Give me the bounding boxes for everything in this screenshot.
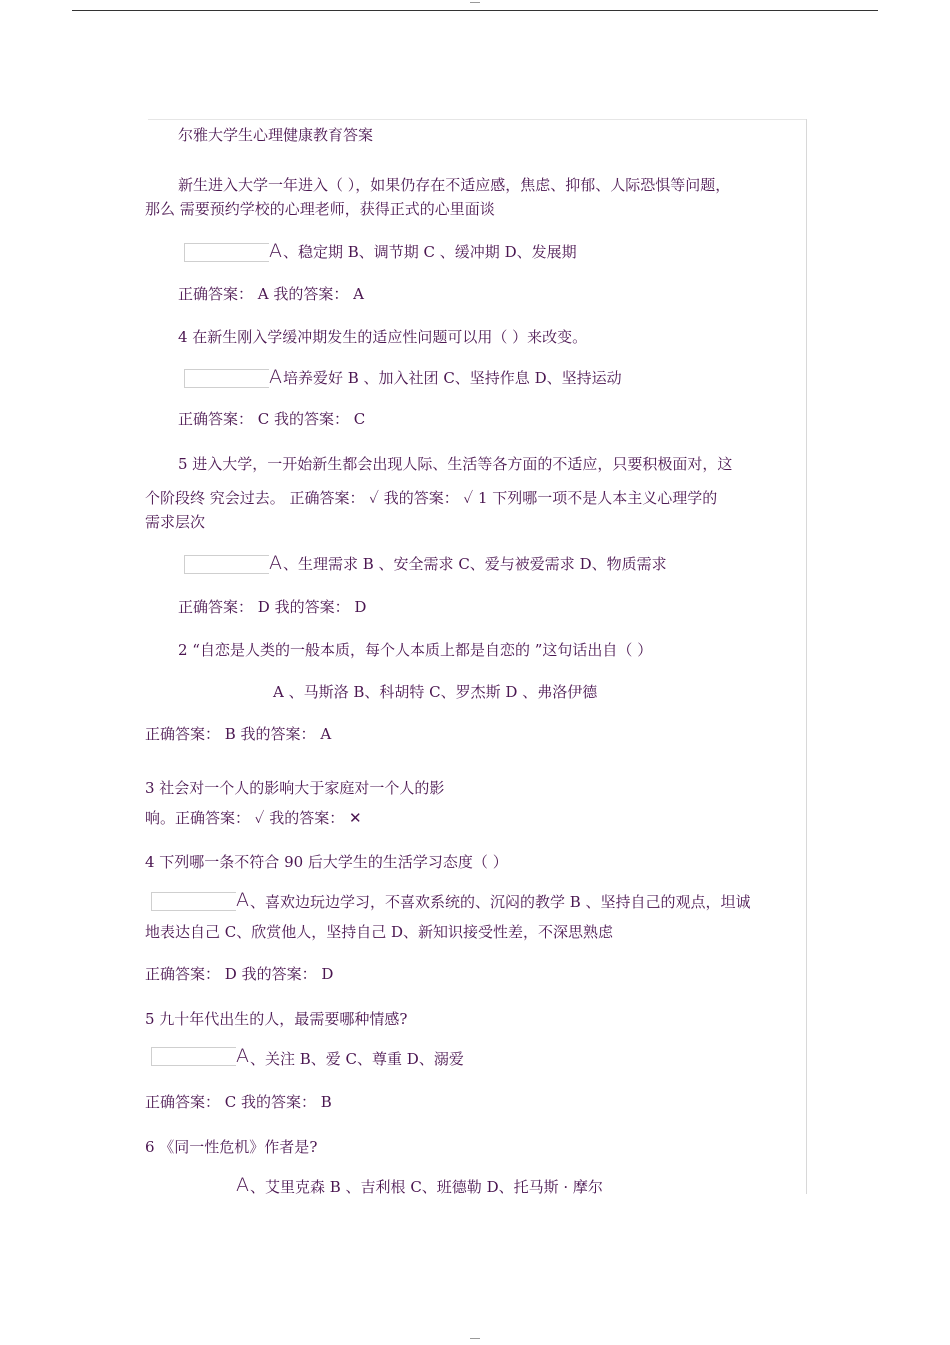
options-line: 、生理需求 B 、安全需求 C、爱与被爱需求 D、物质需求 — [283, 555, 667, 573]
option-a-letter: A — [236, 889, 249, 911]
content-frame-top — [148, 119, 807, 120]
document-title: 尔雅大学生心理健康教育答案 — [178, 126, 374, 144]
header-rule — [72, 10, 878, 11]
option-a-letter: A — [236, 1045, 249, 1067]
options-line: 、喜欢边玩边学习，不喜欢系统的、沉闷的教学 B 、坚持自己的观点，坦诚 — [250, 893, 751, 911]
option-a-letter: A — [269, 240, 282, 262]
answer-line: 正确答案： D 我的答案： D — [145, 965, 334, 983]
answer-line: 响。正确答案： ✓ 我的答案： ✕ — [145, 809, 362, 827]
option-a-letter: A — [269, 366, 282, 388]
answer-line: 正确答案： C 我的答案： B — [145, 1093, 332, 1111]
question-line: 3 社会对一个人的影响大于家庭对一个人的影 — [145, 779, 445, 797]
question-line: 4 在新生刚入学缓冲期发生的适应性问题可以用（ ）来改变。 — [178, 328, 588, 346]
question-line: 4 下列哪一条不符合 90 后大学生的生活学习态度（ ） — [145, 853, 508, 871]
question-line: 个阶段终 究会过去。 正确答案： ✓ 我的答案： ✓ 1 下列哪一项不是人本主义心理学的 — [145, 489, 718, 507]
question-line: 6 《同一性危机》作者是? — [145, 1138, 318, 1156]
options-line: 、稳定期 B、调节期 C 、缓冲期 D、发展期 — [283, 243, 577, 261]
answer-line: 正确答案： D 我的答案： D — [178, 598, 367, 616]
option-blank-box — [184, 369, 269, 388]
answer-line: 正确答案： C 我的答案： C — [178, 410, 366, 428]
content-frame-right — [806, 119, 807, 1194]
footer-mark — [470, 1338, 480, 1339]
question-line: 新生进入大学一年进入（ ），如果仍存在不适应感，焦虑、抑郁、人际恐惧等问题， — [178, 176, 731, 194]
option-blank-box — [184, 243, 269, 262]
options-line: 培养爱好 B 、加入社团 C、坚持作息 D、坚持运动 — [283, 369, 622, 387]
options-line: A 、马斯洛 B、科胡特 C、罗杰斯 D 、弗洛伊德 — [273, 683, 598, 701]
option-blank-box — [151, 1047, 236, 1066]
options-line: 地表达自己 C、欣赏他人，坚持自己 D、新知识接受性差，不深思熟虑 — [145, 923, 614, 941]
option-blank-box — [151, 892, 236, 911]
option-a-letter: A — [236, 1174, 249, 1196]
question-line: 那么 需要预约学校的心理老师，获得正式的心里面谈 — [145, 200, 495, 218]
header-mark — [470, 2, 480, 3]
options-line: 、关注 B、爱 C、尊重 D、溺爱 — [250, 1050, 464, 1068]
option-blank-box — [184, 555, 269, 574]
question-line: 5 进入大学，一开始新生都会出现人际、生活等各方面的不适应，只要积极面对，这 — [178, 455, 733, 473]
question-line: 5 九十年代出生的人，最需要哪种情感? — [145, 1010, 408, 1028]
options-line: 、艾里克森 B 、吉利根 C、班德勒 D、托马斯 · 摩尔 — [250, 1178, 603, 1196]
question-line: 2 “自恋是人类的一般本质，每个人本质上都是自恋的 ”这句话出自（ ） — [178, 641, 653, 659]
answer-line: 正确答案： A 我的答案： A — [178, 285, 364, 303]
answer-line: 正确答案： B 我的答案： A — [145, 725, 332, 743]
option-a-letter: A — [269, 552, 282, 574]
question-line: 需求层次 — [145, 513, 206, 531]
